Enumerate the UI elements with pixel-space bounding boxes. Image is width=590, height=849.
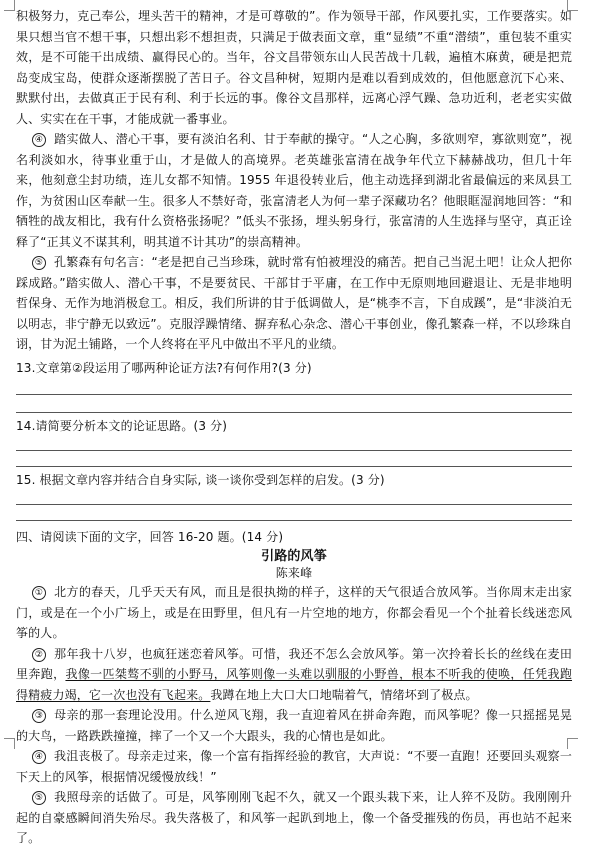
question-13 bbox=[16, 359, 572, 413]
crop-mark-top-left bbox=[4, 0, 15, 11]
article-title: 引路的风筝 bbox=[261, 549, 327, 564]
paragraph-text: 我照母亲的话做了。可是，风筝刚刚飞起不久，就又一个跟头栽下来，让人猝不及防。我刚刚升起的自豪感瞬间消失殆尽。我失落极了，和风筝一起趴到地上，像一个备受摧残的伤员，再也站不起来了。 bbox=[16, 790, 572, 845]
answer-line[interactable] bbox=[16, 435, 572, 451]
passage-a-paragraph-5 bbox=[16, 252, 572, 355]
answer-line[interactable] bbox=[16, 505, 572, 521]
question-15 bbox=[16, 471, 572, 521]
paragraph-text: 我蹲在地上大口大口地喘着气，情绪坏到了极点。 bbox=[210, 687, 478, 702]
passage-b-paragraph-4 bbox=[16, 746, 572, 787]
answer-line[interactable] bbox=[16, 377, 572, 395]
passage-a-paragraph-4 bbox=[16, 129, 572, 252]
underlined-sentence: 我像一匹桀骜不驯的小野马，风筝则像一头难以驯服的小野兽，根本不听我的使唤，任凭我跑得精疲力竭，它一次也没有飞起来。 bbox=[16, 667, 573, 702]
answer-line[interactable] bbox=[16, 489, 572, 505]
question-text: 13.文章第②段运用了哪两种论证方法?有何作用?(3 分) bbox=[16, 360, 312, 375]
answer-line[interactable] bbox=[16, 395, 572, 413]
paragraph-number: ③ bbox=[32, 709, 46, 723]
passage-b-paragraph-3 bbox=[16, 705, 572, 746]
paragraph-number: ④ bbox=[32, 750, 46, 764]
paragraph-number: ② bbox=[32, 648, 46, 662]
question-text: 14.请简要分析本文的论证思路。(3 分) bbox=[16, 418, 228, 433]
paragraph-text: 踏实做人、潜心干事，要有淡泊名利、甘于奉献的操守。“人之心胸，多欲则窄，寡欲则宽”，视名利淡如水，待事业重于山，才是做人的高境界。老英雄张富清在战争年代立下赫赫战功，但几十年来，他刻意尘封功绩，连儿女都不知情。1955 年退役转业后，他主动选择到湖北省最偏远的来凤县工作，为贫困山区奉献一生。很多人不禁好奇，张富清老人为何一辈子深藏功名？他眼眶湿润地回答：“和牺牲的战友相比，我有什么资格张扬呢？”低头不张扬，埋头躬身行，张富清的人生选择与坚守，真正诠释了“正其义不谋其利，明其道不计其功”的崇高精神。 bbox=[16, 132, 572, 249]
question-text: 15. 根据文章内容并结合自身实际, 谈一谈你受到怎样的启发。(3 分) bbox=[16, 472, 385, 487]
document-body bbox=[16, 6, 572, 849]
section-heading: 四、请阅读下面的文字，回答 16-20 题。(14 分) bbox=[16, 529, 284, 544]
paragraph-number: ⑤ bbox=[32, 256, 46, 270]
passage-b-paragraph-5 bbox=[16, 787, 572, 849]
paragraph-text: 母亲的那一套理论没用。什么逆风飞翔，我一直迎着风在拼命奔跑，而风筝呢？像一只摇摇晃晃的大鸟，一路跌跌撞撞，摔了一个又一个大跟头，我的心情也是如此。 bbox=[16, 708, 572, 743]
crop-mark-bottom-left bbox=[4, 738, 15, 749]
paragraph-number: ④ bbox=[32, 133, 46, 147]
paragraph-number: ① bbox=[32, 586, 46, 600]
paragraph-text: 孔繁森有句名言：“老是把自己当珍珠，就时常有怕被埋没的痛苦。把自己当泥土吧！让众人把你踩成路。”踏实做人、潜心干事，不是要贫民、干部甘于平庸，在工作中无原则地回避退让、无是非地明哲保身、无作为地消极怠工。相反，我们所讲的甘于低调做人，是“桃李不言，下自成蹊”，是“非淡泊无以明志，非宁静无以致远”。克服浮躁情绪、摒弃私心杂念、潜心干事创业，像孔繁森一样，不以珍珠自诩，甘为泥土铺路，一个人终将在平凡中做出不平凡的业绩。 bbox=[16, 255, 572, 351]
question-14 bbox=[16, 417, 572, 467]
passage-b-paragraph-1 bbox=[16, 582, 572, 644]
paragraph-text: 北方的春天，几乎天天有风，而且是很执拗的样子，这样的天气很适合放风筝。当你周末走出家门，或是在一个小广场上，或是在田野里，但凡有一片空地的地方，你都会看见一个个扯着长线迷恋风筝的人。 bbox=[16, 585, 572, 640]
article-author: 陈来峰 bbox=[275, 566, 313, 580]
answer-line[interactable] bbox=[16, 451, 572, 467]
paragraph-text: 我沮丧极了。母亲走过来，像一个富有指挥经验的教官，大声说：“不要一直跑！还要回头观察一下天上的风筝，根据情况缓慢放线！” bbox=[16, 749, 572, 784]
paragraph-number: ⑤ bbox=[32, 791, 46, 805]
passage-a-paragraph-3-continued: 积极努力，克己奉公，埋头苦干的精神，才是可尊敬的”。作为领导干部，作风要扎实，工作要落实。如果只想当官不想干事，只想出彩不想担责，只满足于做表面文章，重“显绩”不重“潜绩”，重包装不重实效，是不可能干出成绩、赢得民心的。当年，谷文昌带领东山人民苦战十几载，遍植木麻黄，硬是把荒岛变成宝岛，使群众逐渐摆脱了苦日子。谷文昌种树，短期内是难以看到成效的，但他愿意沉下心来、默默付出，去做真正于民有利、利于长远的事。像谷文昌那样，远离心浮气躁、急功近利，老老实实做人、实实在在干事，才能成就一番事业。 bbox=[16, 9, 572, 126]
passage-b-paragraph-2 bbox=[16, 644, 572, 706]
paragraph-text: 那年我十八岁，也疯狂迷恋着风筝。可惜，我还不怎么会放风筝。第一次拎着长长的丝线在麦田里奔跑， bbox=[16, 646, 572, 681]
section-4 bbox=[16, 527, 572, 849]
